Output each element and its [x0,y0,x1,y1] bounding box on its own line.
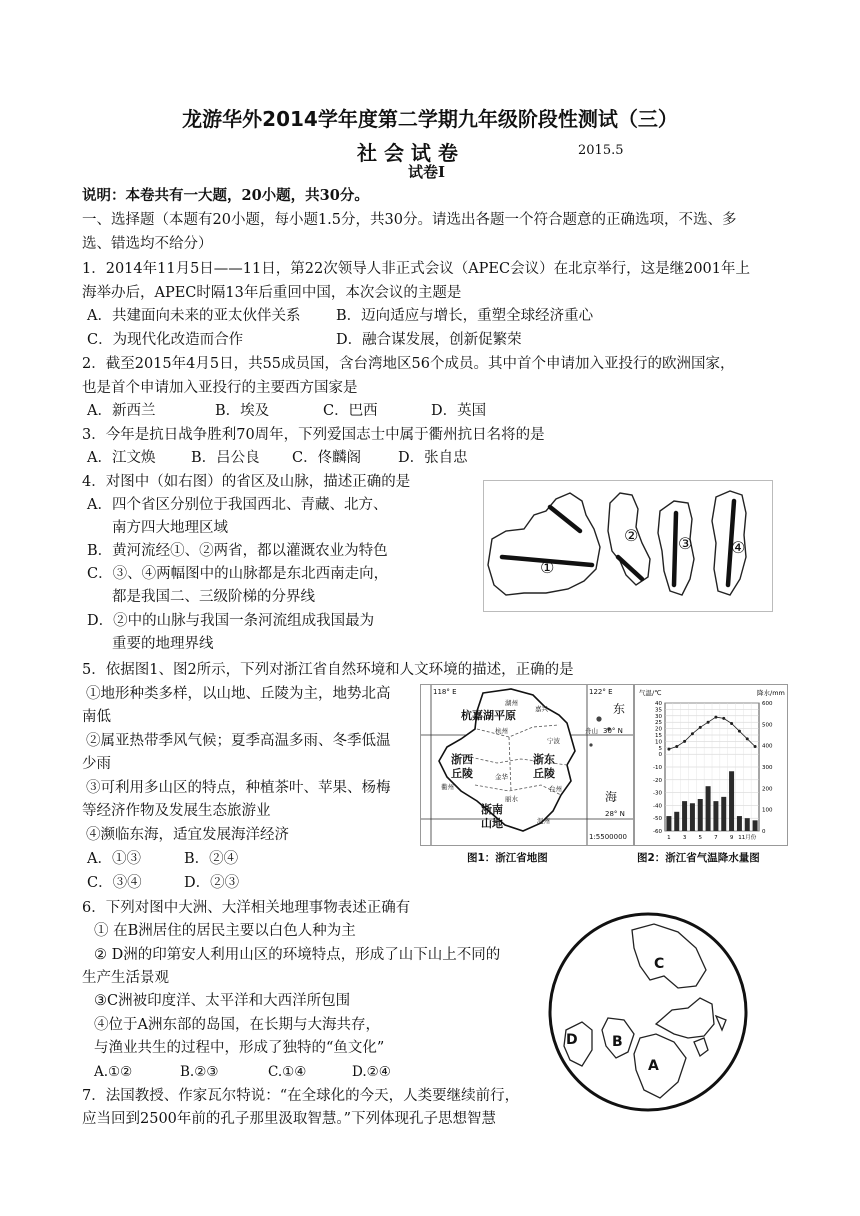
temp-tick-label: 5 [658,745,662,752]
temp-point [738,730,741,733]
q2-option-a: A．新西兰 [87,403,156,419]
plain-label: 杭嘉湖平原 [461,709,516,722]
precip-bar [682,801,687,831]
paper-label: 试卷Ⅰ [408,163,446,181]
continent-label-d: D [566,1032,578,1048]
month-tick-label: 7 [714,835,718,841]
q6-statement-1: ① 在B洲居住的居民主要以白色人种为主 [94,923,356,939]
east-hills-label-1: 浙东 [533,753,555,766]
continent-label-c: C [654,956,665,972]
q6-statement-2-cont: 生产生活景观 [82,970,169,986]
temp-point [691,732,694,735]
q2-stem-cont: 也是首个申请加入亚投行的主要西方国家是 [82,380,358,396]
temp-axis-title: 气温/℃ [639,689,662,697]
q1-option-b: B．迈向适应与增长，重塑全球经济重心 [336,308,594,324]
section-instruction-cont: 选、错选均不给分） [82,236,213,252]
map-label-1: ① [540,558,555,577]
q1-option-c: C．为现代化改造而合作 [87,332,244,348]
precip-bar [706,786,711,831]
temp-tick-label: 20 [655,726,662,733]
temp-point [730,722,733,725]
q5-statement-1-cont: 南低 [82,709,111,725]
q7-stem-cont: 应当回到2500年前的孔子那里汲取智慧。”下列体现孔子思想智慧 [82,1111,497,1127]
precip-bar [745,818,750,831]
precip-bar [698,799,703,831]
east-sea-label-2: 海 [605,790,618,804]
west-hills-label-1: 浙西 [451,753,473,766]
q5-option-b: B．②④ [184,851,239,867]
temp-point [746,737,749,740]
q4-option-c: C．③、④两幅图中的山脉都是东北西南走向， [87,566,389,582]
q6-statement-4: ④位于A洲东部的岛国，在长期与大海共存， [94,1017,380,1033]
temp-tick-label: -60 [653,829,662,835]
temp-point [675,745,678,748]
q4-option-b: B．黄河流经①、②两省，都以灌溉农业为特色 [87,543,388,559]
q2-option-d: D．英国 [431,403,487,419]
q6-option-b: B.②③ [180,1064,219,1080]
city-huzhou: 湖州 [505,699,518,707]
temp-tick-label: -30 [653,790,662,797]
temp-tick-label: -40 [653,803,662,810]
q3-option-b: B．吕公良 [191,450,260,466]
exam-title: 龙游华外2014学年度第二学期九年级阶段性测试（三） [182,107,678,131]
west-hills-label-2: 丘陵 [451,767,473,780]
precip-tick-label: 300 [762,765,773,771]
lon-122-label: 122° E [589,688,613,696]
city-zhoushan: 舟山 [585,727,598,735]
climate-chart-caption: 图2：浙江省气温降水量图 [637,852,760,864]
city-ningbo: 宁波 [547,737,560,745]
precip-tick-label: 100 [762,807,773,814]
q2-option-c: C．巴西 [323,403,378,419]
month-tick-label: 3 [682,835,687,841]
precip-bar [729,771,734,831]
precip-bar [721,797,726,831]
q2-stem: 2．截至2015年4月5日，共55成员国，含台湾地区56个成员。其中首个申请加入亚投行的欧洲国家， [82,356,735,372]
q3-stem: 3．今年是抗日战争胜利70周年，下列爱国志士中属于衢州抗日名将的是 [82,427,545,443]
precip-tick-label: 600 [762,701,773,707]
q6-option-d: D.②④ [352,1064,391,1080]
section-instruction: 一、选择题（本题有20小题，每小题1.5分，共30分。请选出各题一个符合题意的正确选项，不选、多 [82,212,737,228]
zhejiang-map-caption: 图1：浙江省地图 [467,852,548,864]
city-wenzhou: 温州 [537,817,550,825]
q1-option-d: D．融合谋发展，创新促繁荣 [336,332,522,348]
continent-label-a: A [648,1058,659,1074]
lon-118-label: 118° E [433,688,457,696]
city-hangzhou: 杭州 [495,727,508,735]
q5-option-c: C．③④ [87,875,142,891]
temp-point [722,717,725,720]
q5-statement-3-cont: 等经济作物及发展生态旅游业 [82,803,271,819]
world-globe-map [536,906,754,1116]
q6-option-a: A.①② [94,1064,133,1080]
city-taizhou: 台州 [549,785,562,793]
precip-tick-label: 200 [762,786,773,793]
temp-tick-label: 25 [655,720,662,727]
month-tick-label: 5 [698,835,702,841]
precip-tick-label: 0 [762,829,766,835]
temp-tick-label: 0 [658,752,662,759]
q1-stem: 1．2014年11月5日——11日，第22次领导人非正式会议（APEC会议）在北京举行，这是继2001年上 [82,261,751,277]
precip-bar [666,816,671,831]
q4-option-d-cont: 重要的地理界线 [112,636,214,652]
city-jinhua: 金华 [495,773,508,781]
continent-label-b: B [612,1034,623,1050]
q6-statement-2: ② D洲的印第安人利用山区的环境特点，形成了山下山上不同的 [94,947,501,963]
q1-option-a: A．共建面向未来的亚太伙伴关系 [87,308,301,324]
q3-option-c: C．佟麟阁 [292,450,362,466]
east-hills-label-2: 丘陵 [533,767,555,780]
temp-point [683,740,686,743]
month-tick-label: 1 [667,835,671,841]
precip-bar [674,812,679,831]
month-tick-label: 9 [729,835,734,841]
lat-30-label: 30° N [603,727,623,735]
exam-note: 说明：本卷共有一大题，20小题，共30分。 [82,187,369,204]
city-lishui: 丽水 [505,795,518,803]
q5-statement-2-cont: 少雨 [82,756,111,772]
q4-option-c-cont: 都是我国二、三级阶梯的分界线 [112,589,315,605]
q5-statement-1: ①地形种类多样，以山地、丘陵为主，地势北高 [86,686,391,702]
precip-tick-label: 400 [762,743,773,750]
lat-28-label: 28° N [605,810,625,818]
map-scale: 1:5500000 [589,833,627,841]
temp-point [714,716,717,719]
q3-option-a: A．江文焕 [87,450,156,466]
month-tick-label: 11月份 [738,835,757,841]
q4-stem: 4．对图中（如右图）的省区及山脉，描述正确的是 [82,474,411,490]
exam-subtitle: 社 会 试 卷 [357,141,458,165]
q5-option-d: D．②③ [184,875,240,891]
temp-tick-label: -20 [653,777,662,784]
q3-option-d: D．张自忠 [398,450,468,466]
q5-statement-3: ③可利用多山区的特点，种植茶叶、苹果、杨梅 [86,780,391,796]
q1-stem-cont: 海举办后，APEC时隔13年后重回中国，本次会议的主题是 [82,285,462,301]
province-mountain-map [483,480,773,612]
temp-tick-label: 30 [655,713,662,720]
map-label-3: ③ [678,534,693,553]
precip-bar [753,820,758,831]
q5-statement-4: ④濒临东海，适宜发展海洋经济 [86,827,289,843]
precip-tick-label: 500 [762,722,773,729]
map-label-2: ② [624,526,639,545]
q5-statement-2: ②属亚热带季风气候；夏季高温多雨、冬季低温 [86,733,391,749]
q6-statement-3: ③C洲被印度洋、太平洋和大西洋所包围 [94,993,351,1009]
zhejiang-map [420,684,634,846]
south-mountains-label-1: 浙南 [481,803,503,816]
q4-option-a: A．四个省区分别位于我国西北、青藏、北方、 [87,497,388,513]
temp-tick-label: 35 [655,707,662,714]
temp-tick-label: 40 [655,701,662,707]
map-label-4: ④ [731,538,746,557]
q6-statement-4-cont: 与渔业共生的过程中，形成了独特的“鱼文化” [94,1040,385,1056]
temp-point [707,721,710,724]
precip-bar [713,801,718,831]
temp-tick-label: -50 [653,816,662,823]
q6-option-c: C.①④ [268,1064,307,1080]
q2-option-b: B．埃及 [215,403,270,419]
temp-point [699,726,702,729]
temp-point [754,745,757,748]
city-quzhou: 衢州 [441,783,454,791]
q6-stem: 6．下列对图中大洲、大洋相关地理事物表述正确有 [82,900,411,916]
q5-stem: 5．依据图1、图2所示，下列对浙江省自然环境和人文环境的描述，正确的是 [82,662,574,678]
temp-tick-label: 15 [655,733,662,739]
south-mountains-label-2: 山地 [481,817,503,830]
q7-stem: 7．法国教授、作家瓦尔特说：“在全球化的今天，人类要继续前行， [82,1088,520,1104]
climate-chart [634,684,788,846]
precip-axis-title: 降水/mm [757,689,785,697]
precip-bar [737,816,742,831]
city-jiaxing: 嘉兴 [535,705,548,713]
east-sea-label-1: 东 [613,702,626,716]
precip-bar [690,803,695,831]
temp-tick-label: 10 [655,739,662,746]
q5-option-a: A．①③ [87,851,141,867]
exam-date: 2015.5 [578,143,624,158]
temp-tick-label: -10 [653,765,662,771]
q4-option-d: D．②中的山脉与我国一条河流组成我国最为 [87,613,375,629]
q4-option-a-cont: 南方四大地理区域 [112,520,228,536]
temp-point [667,748,670,751]
